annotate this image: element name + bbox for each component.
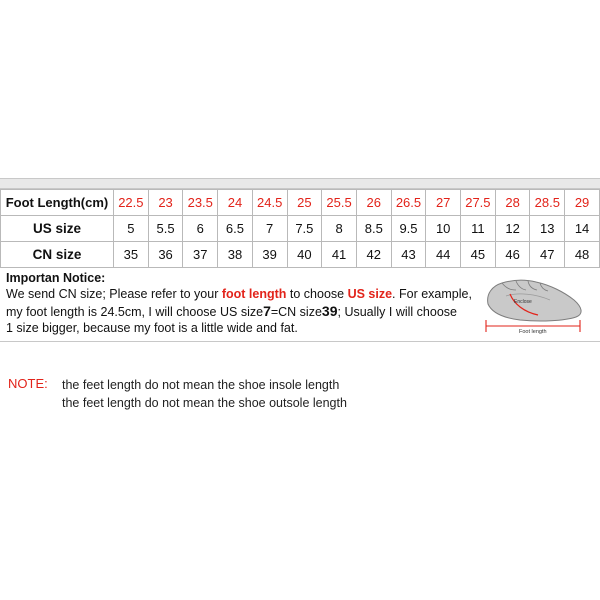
size-chart-card <box>0 178 600 342</box>
cell-cn-size: 40 <box>287 242 322 268</box>
cell-foot-length: 29 <box>565 190 600 216</box>
cell-cn-size: 48 <box>565 242 600 268</box>
notice-title: Importan Notice: <box>6 271 106 285</box>
chart-top-bar <box>0 179 600 189</box>
important-notice <box>0 268 600 341</box>
cell-us-size: 7 <box>252 216 287 242</box>
foot-measurement-diagram <box>476 270 594 334</box>
cell-us-size: 8.5 <box>356 216 391 242</box>
cell-us-size: 6.5 <box>218 216 253 242</box>
cell-us-size: 12 <box>495 216 530 242</box>
cell-foot-length: 26.5 <box>391 190 426 216</box>
cell-us-size: 9.5 <box>391 216 426 242</box>
notice-line1-c: to choose <box>286 287 348 301</box>
cell-cn-size: 47 <box>530 242 565 268</box>
note-lines <box>62 376 347 412</box>
row-label-cn-size: CN size <box>1 242 114 268</box>
notice-us-size-emphasis: US size <box>347 287 393 301</box>
note-line-1: the feet length do not mean the shoe insole length <box>62 378 340 392</box>
foot-diagram-svg <box>476 270 594 334</box>
cell-foot-length: 25 <box>287 190 322 216</box>
cell-foot-length: 25.5 <box>322 190 357 216</box>
row-label-foot-length: Foot Length(cm) <box>1 190 114 216</box>
row-label-us-size: US size <box>1 216 114 242</box>
cell-foot-length: 28 <box>495 190 530 216</box>
notice-us-size-value: 7 <box>263 302 271 319</box>
notice-line1-a: We send CN size; Please refer to your <box>6 287 222 301</box>
enclose-label: Enclose <box>514 299 532 305</box>
cell-cn-size: 43 <box>391 242 426 268</box>
note-line-2: the feet length do not mean the shoe outsole length <box>62 396 347 410</box>
cell-us-size: 14 <box>565 216 600 242</box>
cell-foot-length: 23 <box>148 190 183 216</box>
foot-shape <box>488 280 581 321</box>
cell-us-size: 11 <box>461 216 496 242</box>
cell-foot-length: 23.5 <box>183 190 218 216</box>
note-block <box>0 376 600 412</box>
cell-us-size: 7.5 <box>287 216 322 242</box>
table-row <box>1 216 600 242</box>
notice-cn-size-value: 39 <box>321 302 338 319</box>
note-label: NOTE: <box>8 376 48 391</box>
cell-foot-length: 24.5 <box>252 190 287 216</box>
notice-line1-e: . For example, <box>392 287 472 301</box>
cell-cn-size: 46 <box>495 242 530 268</box>
size-table <box>0 189 600 268</box>
notice-foot-length-emphasis: foot length <box>221 287 287 301</box>
cell-foot-length: 28.5 <box>530 190 565 216</box>
cell-us-size: 6 <box>183 216 218 242</box>
cell-us-size: 13 <box>530 216 565 242</box>
cell-us-size: 5 <box>114 216 149 242</box>
cell-cn-size: 45 <box>461 242 496 268</box>
table-row <box>1 242 600 268</box>
cell-foot-length: 24 <box>218 190 253 216</box>
cell-us-size: 8 <box>322 216 357 242</box>
cell-us-size: 5.5 <box>148 216 183 242</box>
cell-cn-size: 42 <box>356 242 391 268</box>
notice-line2-c: =CN size <box>270 304 322 319</box>
cell-foot-length: 27.5 <box>461 190 496 216</box>
cell-cn-size: 39 <box>252 242 287 268</box>
cell-cn-size: 35 <box>114 242 149 268</box>
cell-cn-size: 38 <box>218 242 253 268</box>
cell-cn-size: 37 <box>183 242 218 268</box>
table-row <box>1 190 600 216</box>
footlength-label: Foot length <box>519 329 547 334</box>
note-row <box>8 376 592 412</box>
cell-cn-size: 41 <box>322 242 357 268</box>
cell-foot-length: 22.5 <box>114 190 149 216</box>
cell-cn-size: 44 <box>426 242 461 268</box>
cell-foot-length: 27 <box>426 190 461 216</box>
notice-line2-a: my foot length is 24.5cm, I will choose US size <box>6 304 264 319</box>
notice-line-3: 1 size bigger, because my foot is a little wide and fat. <box>6 321 298 335</box>
cell-cn-size: 36 <box>148 242 183 268</box>
cell-us-size: 10 <box>426 216 461 242</box>
notice-line2-e: ; Usually I will choose <box>337 304 457 319</box>
cell-foot-length: 26 <box>356 190 391 216</box>
